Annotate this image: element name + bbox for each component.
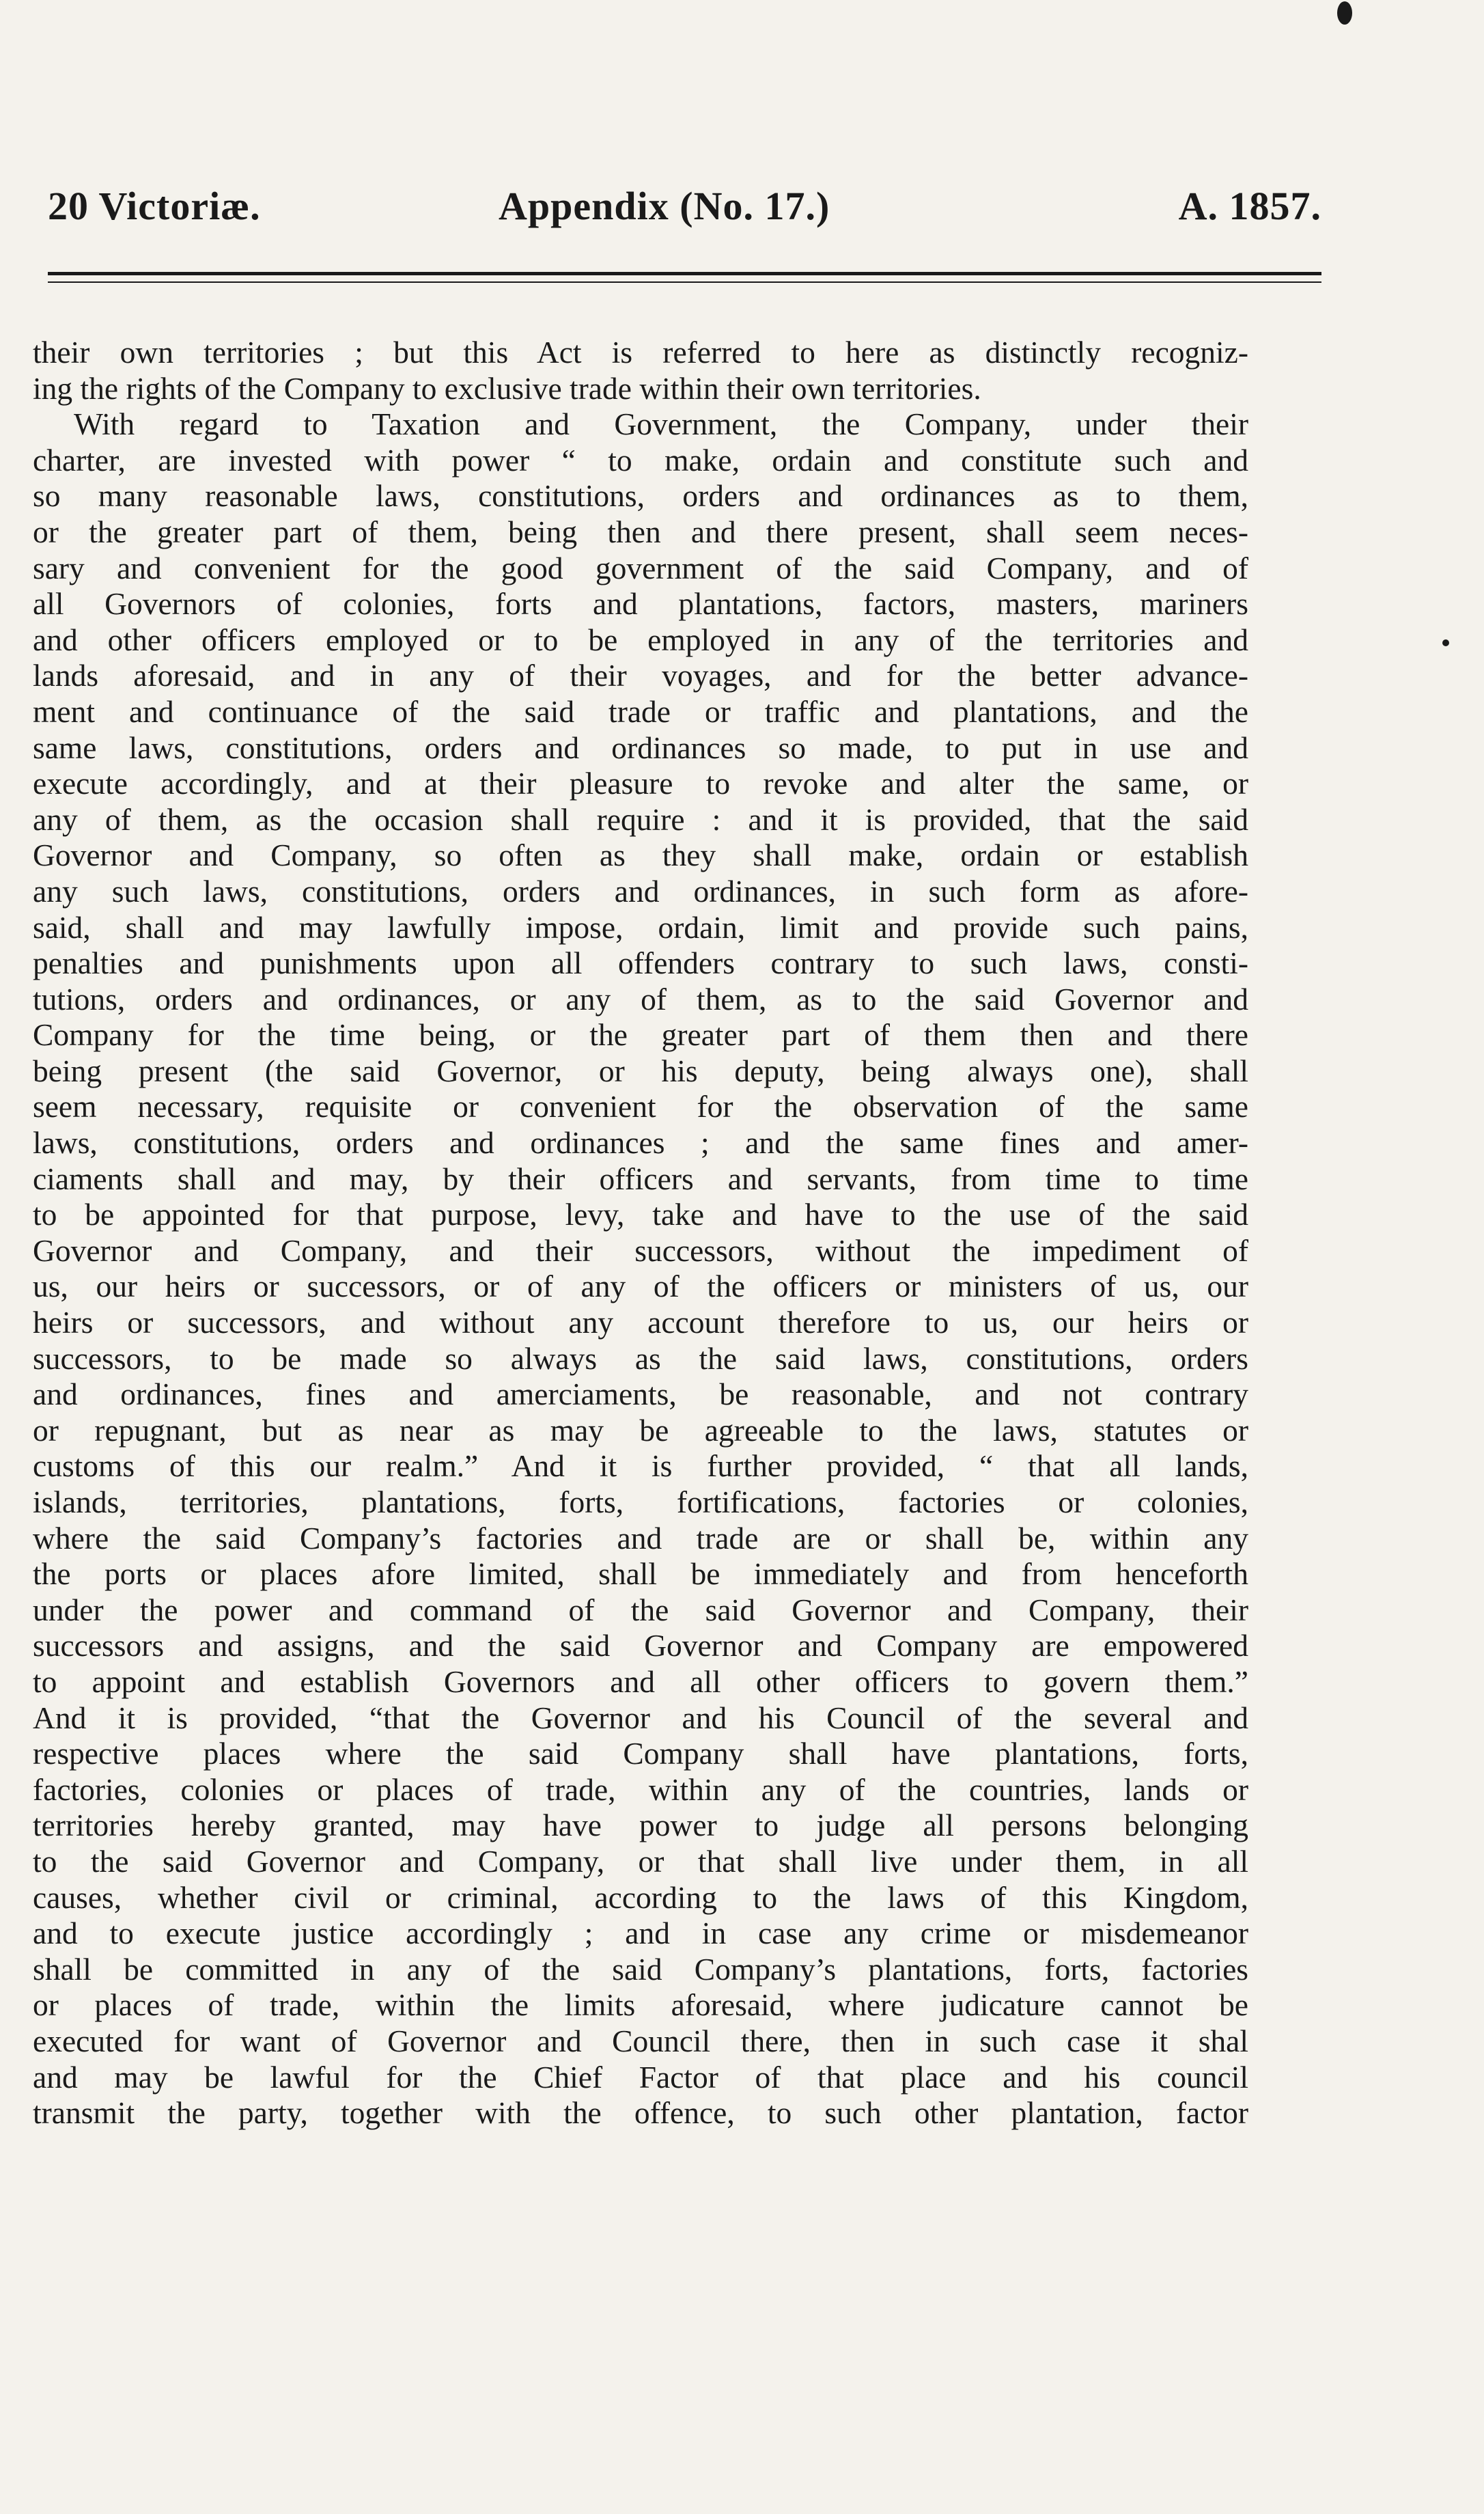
text-line: heirs or successors, and without any account therefore to us, our heirs or — [33, 1305, 1248, 1340]
page-header — [48, 183, 1321, 238]
header-rule-thin — [48, 281, 1321, 283]
text-line: any of them, as the occasion shall require : and it is provided, that the said — [33, 801, 1248, 837]
header-session: 20 Victoriæ. — [48, 184, 261, 228]
text-line: the ports or places afore limited, shall be immediately and from henceforth — [33, 1556, 1248, 1592]
text-line: sary and convenient for the good government of the said Company, and of — [33, 550, 1248, 585]
text-line: where the said Company’s factories and trade are or shall be, within any — [33, 1520, 1248, 1556]
text-line: or the greater part of them, being then and there present, shall seem neces- — [33, 514, 1248, 549]
text-line: us, our heirs or successors, or of any of the officers or ministers of us, our — [33, 1269, 1248, 1304]
body-text — [33, 335, 1248, 2131]
text-line: Governor and Company, so often as they shall make, ordain or establish — [33, 838, 1248, 873]
text-line: territories hereby granted, may have power to judge all persons belonging — [33, 1808, 1248, 1843]
text-line: said, shall and may lawfully impose, ordain, limit and provide such pains, — [33, 909, 1248, 945]
text-line: and ordinances, fines and amerciaments, be reasonable, and not contrary — [33, 1377, 1248, 1412]
text-line: any such laws, constitutions, orders and ordinances, in such form as afore- — [33, 873, 1248, 909]
ink-blot — [1337, 1, 1352, 25]
text-line: shall be committed in any of the said Company’s plantations, forts, factories — [33, 1951, 1248, 1987]
text-line: so many reasonable laws, constitutions, orders and ordinances as to them, — [33, 478, 1248, 514]
text-line: successors and assigns, and the said Governor and Company are empowered — [33, 1628, 1248, 1663]
text-line: causes, whether civil or criminal, according to the laws of this Kingdom, — [33, 1879, 1248, 1915]
text-line: to be appointed for that purpose, levy, take and have to the use of the said — [33, 1197, 1248, 1232]
text-line: being present (the said Governor, or his deputy, being always one), shall — [33, 1053, 1248, 1088]
text-line: to the said Governor and Company, or that shall live under them, in all — [33, 1843, 1248, 1879]
text-line: And it is provided, “that the Governor and his Council of the several and — [33, 1700, 1248, 1735]
text-line: and to execute justice accordingly ; and in case any crime or misdemeanor — [33, 1916, 1248, 1951]
text-line: transmit the party, together with the offence, to such other plantation, factor — [33, 2095, 1248, 2131]
text-line: and other officers employed or to be employed in any of the territories and — [33, 622, 1248, 657]
text-line: successors, to be made so always as the said laws, constitutions, orders — [33, 1340, 1248, 1376]
text-line: With regard to Taxation and Government, the Company, under their — [74, 406, 1248, 442]
text-line: laws, constitutions, orders and ordinances ; and the same fines and amer- — [33, 1125, 1248, 1161]
text-line: or places of trade, within the limits aforesaid, where judicature cannot be — [33, 1987, 1248, 2023]
ink-speck — [1442, 639, 1449, 646]
text-line: charter, are invested with power “ to make, ordain and constitute such and — [33, 442, 1248, 478]
text-line: executed for want of Governor and Council there, then in such case it shal — [33, 2023, 1248, 2058]
text-line: Governor and Company, and their successors, without the impediment of — [33, 1232, 1248, 1268]
text-line: factories, colonies or places of trade, within any of the countries, lands or — [33, 1771, 1248, 1807]
text-line: to appoint and establish Governors and all other officers to govern them.” — [33, 1663, 1248, 1699]
text-line: under the power and command of the said Governor and Company, their — [33, 1592, 1248, 1627]
text-line: execute accordingly, and at their pleasure to revoke and alter the same, or — [33, 766, 1248, 801]
text-line: and may be lawful for the Chief Factor of that place and his council — [33, 2059, 1248, 2095]
text-line: penalties and punishments upon all offenders contrary to such laws, consti- — [33, 945, 1248, 981]
text-line: same laws, constitutions, orders and ordinances so made, to put in use and — [33, 730, 1248, 765]
text-line: tutions, orders and ordinances, or any of them, as to the said Governor and — [33, 981, 1248, 1017]
header-rule-thick — [48, 272, 1321, 275]
text-line: all Governors of colonies, forts and plantations, factors, masters, mariners — [33, 586, 1248, 622]
text-line: Company for the time being, or the greater part of them then and there — [33, 1017, 1248, 1053]
header-year: A. 1857. — [1178, 184, 1321, 228]
text-line: or repugnant, but as near as may be agreeable to the laws, statutes or — [33, 1412, 1248, 1448]
text-line: respective places where the said Company shall have plantations, forts, — [33, 1736, 1248, 1771]
text-line: ciaments shall and may, by their officers and servants, from time to time — [33, 1161, 1248, 1196]
text-line: seem necessary, requisite or convenient for the observation of the same — [33, 1089, 1248, 1124]
text-line: their own territories ; but this Act is referred to here as distinctly recogniz- — [33, 335, 1248, 370]
text-line: lands aforesaid, and in any of their voyages, and for the better advance- — [33, 658, 1248, 693]
text-line: customs of this our realm.” And it is further provided, “ that all lands, — [33, 1448, 1248, 1484]
text-line: ing the rights of the Company to exclusive trade within their own territories. — [33, 370, 981, 406]
header-appendix: Appendix (No. 17.) — [499, 184, 830, 228]
text-line: islands, territories, plantations, forts, fortifications, factories or colonies, — [33, 1484, 1248, 1519]
text-line: ment and continuance of the said trade or traffic and plantations, and the — [33, 693, 1248, 729]
